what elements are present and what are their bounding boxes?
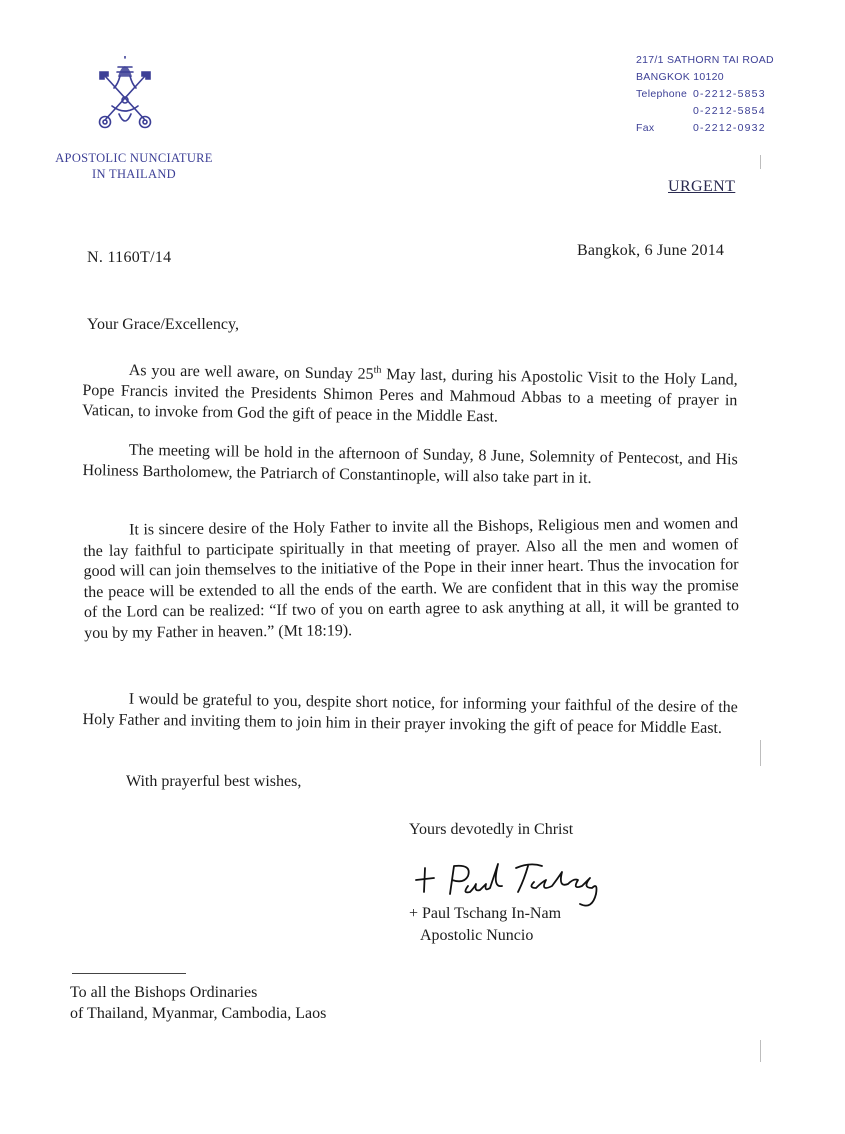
recipients-line-2: of Thailand, Myanmar, Cambodia, Laos <box>70 1005 327 1022</box>
paragraph-2-text: The meeting will be hold in the afternoon of Sunday, 8 June, Solemnity of Pentecost, and His Holiness Bartholomew, the Patriarch of Constantinople, will also take part in it. <box>82 441 738 487</box>
scan-artifact-mark <box>760 155 761 169</box>
paragraph-1-text-end: May last, during his Apostolic Visit to the Holy Land, Pope Francis invited the Presidents Shimon Peres and Mahmoud Abbas to a meeting of prayer in Vatican, to invoke from God the gift of peace in the Middle East. <box>82 366 738 426</box>
letter-date: Bangkok, 6 June 2014 <box>577 242 725 259</box>
papal-coat-of-arms-icon <box>92 56 158 132</box>
reference-number: N. 1160T/14 <box>87 249 172 266</box>
fax-number: 0-2212-0932 <box>693 122 766 134</box>
scan-artifact-mark <box>760 740 761 766</box>
paragraph-4-text: I would be grateful to you, despite short notice, for informing your faithful of the desire of the Holy Father and inviting them to join him in their prayer invoking the gift of peace for Middle East. <box>82 690 738 737</box>
letterhead-address <box>636 52 786 137</box>
recipient-divider <box>72 973 186 974</box>
recipients <box>70 982 326 1024</box>
body-paragraph-2 <box>82 440 738 491</box>
signer-name: + Paul Tschang In-Nam <box>409 905 562 922</box>
body-paragraph-1 <box>82 356 738 432</box>
closing-line: With prayerful best wishes, <box>126 773 302 790</box>
scan-artifact-mark <box>760 1040 761 1062</box>
telephone-number-1: 0-2212-5853 <box>693 88 766 100</box>
telephone-number-2: 0-2212-5854 <box>693 105 766 117</box>
telephone-label: Telephone <box>636 88 688 100</box>
valediction: Yours devotedly in Christ <box>409 821 574 838</box>
signer-title: Apostolic Nuncio <box>420 927 534 944</box>
salutation: Your Grace/Excellency, <box>87 316 239 333</box>
ordinal-suffix: th <box>373 364 382 376</box>
paragraph-3-text: It is sincere desire of the Holy Father to invite all the Bishops, Religious men and women and the lay faithful to participate spiritually in that meeting of prayer. Also all the men and women of good will can join themselves to the initiative of the Pope in their inner heart. Thus the invocation for the peace will be extended to all the ends of the earth. We are confident that in this way the promise of the Lord can be realized: “If two of you on earth agree to ask anything at all, it will be granted to you by my Father in heaven.” (Mt 18:19). <box>83 515 740 642</box>
organization-name-line: APOSTOLIC NUNCIATURE <box>55 151 213 165</box>
body-paragraph-3 <box>83 514 739 644</box>
recipients-line-1: To all the Bishops Ordinaries <box>70 984 258 1001</box>
address-street: 217/1 SATHORN TAI ROAD <box>636 54 774 66</box>
paragraph-1-text-start: As you are well aware, on Sunday 25 <box>128 362 374 383</box>
body-paragraph-4 <box>82 689 738 739</box>
urgent-stamp: URGENT <box>668 178 736 195</box>
fax-label: Fax <box>636 122 655 134</box>
letterhead-organization <box>40 150 228 182</box>
address-city: BANGKOK 10120 <box>636 71 724 83</box>
organization-location-line: IN THAILAND <box>92 167 176 181</box>
